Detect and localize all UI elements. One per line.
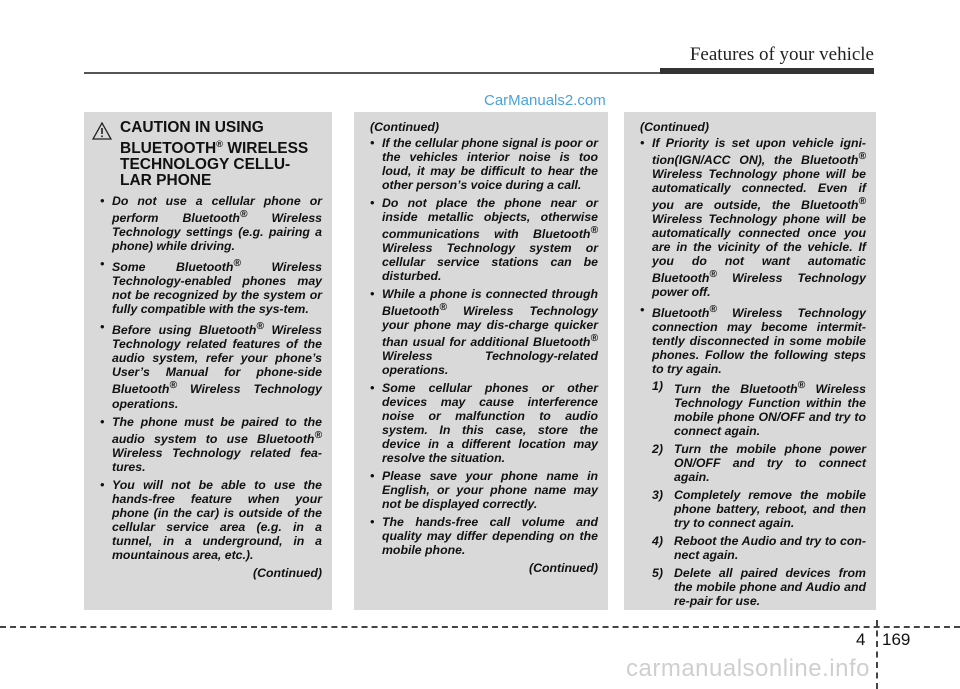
caution-list-3 — [640, 136, 866, 608]
list-item: • Some Bluetooth® Wireless Technology-enabled phones may not be recognized by the system or fully compatible with the sys-tem. — [100, 257, 323, 317]
list-item: • The phone must be paired to the audio system to use Bluetooth® Wireless Technology related fea-tures. — [100, 414, 322, 474]
list-item: • You will not be able to use the hands-free feature when your phone (in the car) is outside of the cellular service area (e.g. in a tunnel, in a underground, in a mountainous area, etc.). — [100, 477, 322, 562]
caution-title: CAUTION IN USING BLUETOOTH® WIRELESS TECHNOLOGY CELLU- LAR PHONE — [120, 119, 309, 190]
watermark-top[interactable]: CarManuals2.com — [484, 92, 606, 109]
list-item: • Do not use a cellular phone or perform Bluetooth® Wireless Technology settings (e.g. pairing a phone) while driving. — [100, 194, 323, 254]
list-item: • Do not place the phone near or inside metallic objects, otherwise communications with Bluetooth® Wireless Technology system or cellular service stations can be disturbed. — [370, 196, 598, 284]
page-number: 169 — [882, 630, 911, 649]
caution-list-2 — [370, 136, 598, 557]
continued-label: (Continued) — [529, 561, 598, 576]
list-item: • The hands-free call volume and quality may differ depending on the mobile phone. — [370, 515, 598, 558]
page-divider — [876, 620, 878, 689]
step-item: 3) Completely remove the mobile phone battery, reboot, and then try to connect again. — [652, 488, 866, 531]
caution-column-1 — [84, 112, 332, 610]
section-title: Features of your vehicle — [689, 44, 874, 65]
warning-triangle-icon — [92, 122, 112, 140]
header-rule-accent — [660, 68, 874, 74]
list-item: • Before using Bluetooth® Wireless Technology related features of the audio system, refer your phone’s User’s Manual for phone-side Bluetooth® Wireless Technology operations. — [100, 320, 322, 411]
step-item: 1) Turn the Bluetooth® Wireless Technology Function within the mobile phone ON/OFF and try to connect again. — [652, 379, 867, 439]
footer-rule — [0, 626, 960, 628]
step-item: 5) Delete all paired devices from the mobile phone and Audio and re-pair for use. — [652, 566, 866, 609]
list-item: • If Priority is set upon vehicle igni-tion(IGN/ACC ON), the Bluetooth® Wireless Technology phone will be automatically connected. Even if you are outside, the Bluetooth® Wireless Technology phone will be automatically connected once you are in the vicinity of the vehicle. If you do not want automatic Bluetooth® Wireless Technology power off. — [640, 136, 866, 300]
caution-column-3 — [624, 112, 876, 610]
list-item: • Some cellular phones or other devices may cause interference noise or malfunction to audio system. In this case, store the device in a different location may resolve the situation. — [370, 381, 598, 466]
watermark-bottom[interactable]: carmanualsonline.info — [626, 655, 870, 682]
list-item: • Bluetooth® Wireless Technology connection may become intermit-tently disconnected in some mobile phones. Follow the following steps to try again. 1) Turn the Bluetooth® Wireless Technology Function within the mobile phone ON/OFF and try to connect again. 2) Turn the mobile phone power ON/OFF and try to connect again. 3) Completely remove the mobile phone battery, reboot, and then try to connect again. 4) Reboot the Audio and try to con-nect again. 5) Delete all paired devices from the mobile phone and Audio and re-pair for use. — [640, 303, 867, 609]
step-item: 2) Turn the mobile phone power ON/OFF and try to connect again. — [652, 442, 866, 485]
list-item: • If the cellular phone signal is poor or the vehicles interior noise is too loud, it may be difficult to hear the other person’s voice during a call. — [370, 136, 598, 192]
continued-label: (Continued) — [370, 120, 439, 134]
caution-list-1 — [100, 194, 322, 561]
chapter-number: 4 — [856, 630, 866, 649]
caution-column-2 — [354, 112, 608, 610]
continued-label: (Continued) — [253, 565, 322, 580]
steps-list — [652, 379, 866, 608]
list-item: • While a phone is connected through Bluetooth® Wireless Technology your phone may dis-charge quicker than usual for additional Bluetooth® Wireless Technology-related operations. — [370, 287, 598, 378]
list-item: • Please save your phone name in English, or your phone name may not be displayed correctly. — [370, 469, 598, 512]
caution-header — [100, 120, 322, 189]
step-item: 4) Reboot the Audio and try to con-nect again. — [652, 534, 866, 563]
continued-label: (Continued) — [640, 120, 709, 134]
